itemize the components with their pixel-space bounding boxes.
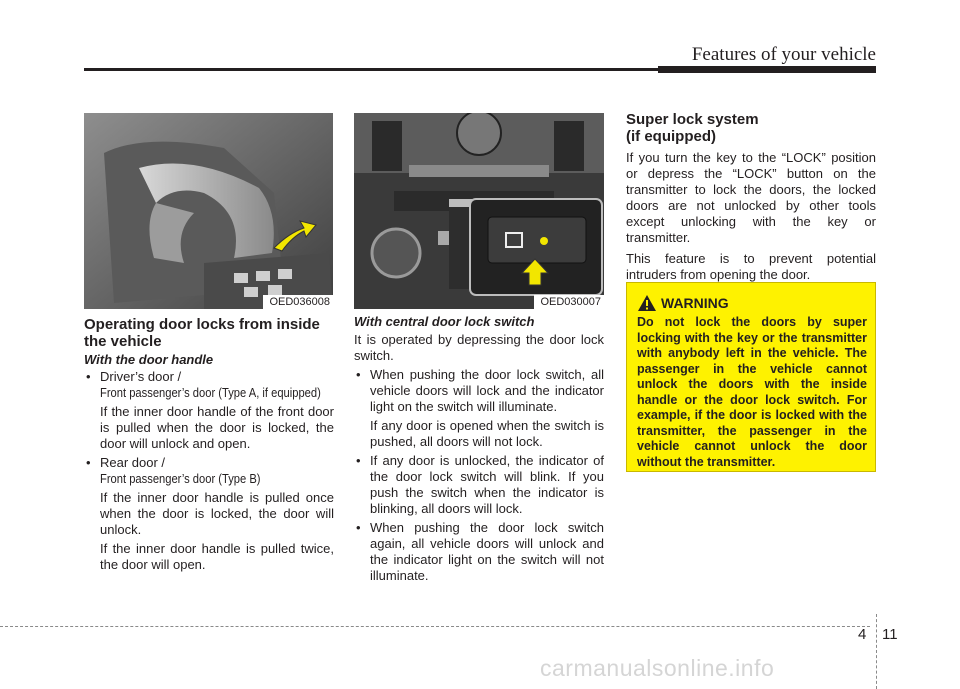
section-header-title: Features of your vehicle (691, 44, 876, 65)
door-handle-illustration (84, 113, 333, 309)
subheading: With the door handle (84, 352, 214, 367)
warning-title: WARNING (661, 295, 729, 311)
warning-body: Do not lock the doors by super locking with the key or the transmitter with anybody left in the vehicle. The passenger in the vehicle cannot unlock the doors with the inside handle or the door lock switch. For example, if the door is locked with the transmitter, the passenger in the vehicle cannot unlock the door without the transmitter. (637, 315, 867, 469)
bullet-icon: • (86, 369, 91, 384)
bullet-line-1: Driver’s door / (100, 369, 182, 384)
bullet-text: If any door is unlocked, the indicator of the door lock switch will blink. If you push the switch when the indicator is blinking, all doors will lock. (370, 453, 604, 516)
list-item (354, 367, 604, 415)
paragraph: If you turn the key to the “LOCK” position or depress the “LOCK” button on the transmitter to lock the doors, the locked doors are not unlocked by other tools except unlocking with the key or transmitter. (626, 150, 876, 245)
left-column (84, 316, 334, 573)
list-item (354, 453, 604, 517)
bullet-icon: • (356, 520, 361, 535)
heading-line-1: Operating door locks from inside (84, 316, 320, 333)
heading-line-2: the vehicle (84, 333, 162, 350)
list-item (354, 520, 604, 584)
chapter-number: 4 (858, 626, 867, 643)
page-number: 11 (882, 626, 898, 643)
footer-rule (0, 626, 870, 627)
header-tab-bar (658, 66, 876, 73)
middle-column (354, 314, 604, 584)
watermark: carmanualsonline.info (540, 655, 775, 681)
right-column (626, 111, 876, 283)
warning-box (626, 282, 876, 472)
section-heading (84, 316, 334, 350)
paragraph: This feature is to prevent potential intruders from opening the door. (626, 251, 876, 282)
heading-line-2: (if equipped) (626, 128, 716, 145)
indicator-light-icon (540, 237, 548, 245)
bullet-line-2: Front passenger’s door (Type A, if equipped) (100, 385, 321, 400)
paragraph: It is operated by depressing the door lock switch. (354, 332, 604, 363)
bullet-text: When pushing the door lock switch again, all vehicle doors will unlock and the indicator light on the switch will not illuminate. (370, 520, 604, 583)
door-handle-photo (84, 113, 333, 309)
footer-divider (876, 614, 877, 689)
photo-code-label: OED036008 (263, 295, 333, 309)
list-item (84, 369, 334, 401)
warning-triangle-icon (637, 294, 657, 312)
bullet-icon: • (356, 453, 361, 468)
subheading: With central door lock switch (354, 314, 535, 329)
paragraph: If the inner door handle is pulled once when the door is locked, the door will unlock. (100, 490, 334, 537)
list-item (84, 455, 334, 487)
heading-line-1: Super lock system (626, 111, 759, 128)
bullet-icon: • (356, 367, 361, 382)
lock-switch-photo (354, 113, 604, 309)
section-heading (626, 111, 876, 145)
bullet-text: When pushing the door lock switch, all vehicle doors will lock and the indicator light on the switch will illuminate. (370, 367, 604, 414)
lock-switch-illustration (354, 113, 604, 309)
photo-code-label: OED030007 (534, 295, 604, 309)
bullet-line-2: Front passenger’s door (Type B) (100, 471, 261, 486)
paragraph: If the inner door handle of the front door is pulled when the door is locked, the door will unlock and open. (100, 404, 334, 451)
paragraph: If the inner door handle is pulled twice, the door will open. (100, 541, 334, 572)
bullet-icon: • (86, 455, 91, 470)
paragraph: If any door is opened when the switch is pushed, all doors will not lock. (370, 418, 604, 449)
bullet-line-1: Rear door / (100, 455, 166, 470)
